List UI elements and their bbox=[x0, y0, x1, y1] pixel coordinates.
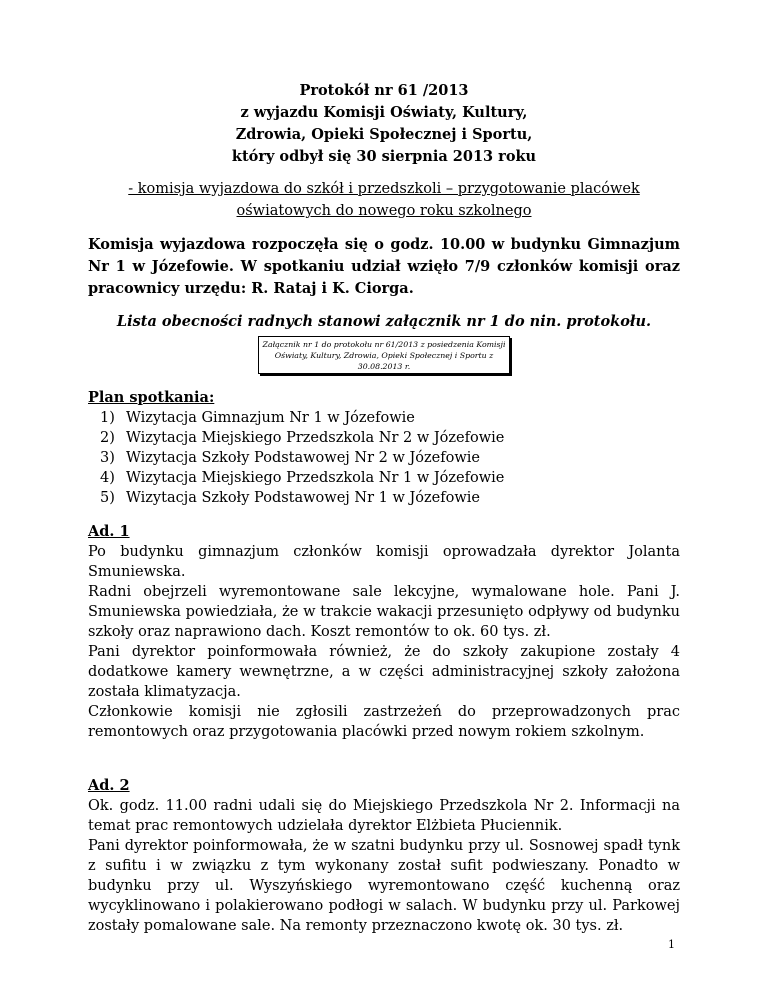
attachment-box: Załącznik nr 1 do protokołu nr 61/2013 z posiedzenia Komisji Oświaty, Kultury, Zdrowia, Opieki Społecznej i Sportu z 30.08.2013 r. bbox=[258, 336, 510, 374]
title-line: Zdrowia, Opieki Społecznej i Sportu, bbox=[235, 126, 533, 143]
document-title bbox=[0, 80, 768, 168]
section-paragraph: Radni obejrzeli wyremontowane sale lekcyjne, wymalowane hole. Pani J. Smuniewska powiedziała, że w trakcie wakacji przesunięto odpływy od budynku szkoły oraz naprawiono dach. Koszt remontów to ok. 60 tys. zł. bbox=[88, 584, 680, 640]
plan-item-text: Wizytacja Szkoły Podstawowej Nr 1 w Józefowie bbox=[126, 490, 480, 506]
plan-list bbox=[88, 408, 680, 508]
plan-item-number: 1) bbox=[100, 410, 115, 426]
page-number: 1 bbox=[668, 938, 675, 951]
plan-item bbox=[88, 448, 680, 468]
plan-item-number: 2) bbox=[100, 430, 115, 446]
plan-item-number: 5) bbox=[100, 490, 115, 506]
section-body-ad1 bbox=[88, 542, 680, 742]
plan-heading: Plan spotkania: bbox=[88, 389, 215, 406]
plan-item-number: 3) bbox=[100, 450, 115, 466]
section-paragraph: Ok. godz. 11.00 radni udali się do Miejskiego Przedszkola Nr 2. Informacji na temat prac remontowych udzielała dyrektor Elżbieta Płuciennik. bbox=[88, 798, 680, 834]
plan-item-text: Wizytacja Gimnazjum Nr 1 w Józefowie bbox=[126, 410, 415, 426]
section-heading-ad2: Ad. 2 bbox=[88, 777, 130, 794]
section-paragraph: Pani dyrektor poinformowała, że w szatni budynku przy ul. Sosnowej spadł tynk z sufitu i w związku z tym wykonany został sufit podwieszany. Ponadto w budynku przy ul. Wyszyńskiego wyremontowano część kuchenną oraz wycyklinowano i polakierowano podłogi w salach. W budynku przy ul. Parkowej zostały pomalowane sale. Na remonty przeznaczono kwotę ok. 30 tys. zł. bbox=[88, 838, 680, 934]
title-line: Protokół nr 61 /2013 bbox=[299, 82, 469, 99]
plan-item-text: Wizytacja Miejskiego Przedszkola Nr 2 w Józefowie bbox=[126, 430, 505, 446]
title-line: z wyjazdu Komisji Oświaty, Kultury, bbox=[240, 104, 528, 121]
title-line: który odbył się 30 sierpnia 2013 roku bbox=[231, 148, 537, 165]
plan-item bbox=[88, 428, 680, 448]
intro-paragraph: Komisja wyjazdowa rozpoczęła się o godz. 10.00 w budynku Gimnazjum Nr 1 w Józefowie. W spotkaniu udział wzięło 7/9 członków komisji oraz pracownicy urzędu: R. Rataj i K. Ciorga. bbox=[88, 236, 680, 297]
document-subtitle: - komisja wyjazdowa do szkół i przedszkoli – przygotowanie placówek oświatowych do nowego roku szkolnego bbox=[128, 181, 640, 219]
attendance-note: Lista obecności radnych stanowi załącznik nr 1 do nin. protokołu. bbox=[116, 313, 652, 330]
section-paragraph: Pani dyrektor poinformowała również, że do szkoły zakupione zostały 4 dodatkowe kamery wewnętrzne, a w części administracyjnej szkoły założona została klimatyzacja. bbox=[88, 644, 680, 700]
plan-item bbox=[88, 408, 680, 428]
section-paragraph: Po budynku gimnazjum członków komisji oprowadzała dyrektor Jolanta Smuniewska. bbox=[88, 544, 680, 580]
plan-item-text: Wizytacja Miejskiego Przedszkola Nr 1 w Józefowie bbox=[126, 470, 505, 486]
plan-item bbox=[88, 468, 680, 488]
section-paragraph: Członkowie komisji nie zgłosili zastrzeżeń do przeprowadzonych prac remontowych oraz przygotowania placówki przed nowym rokiem szkolnym. bbox=[88, 704, 680, 740]
plan-item-text: Wizytacja Szkoły Podstawowej Nr 2 w Józefowie bbox=[126, 450, 480, 466]
plan-item-number: 4) bbox=[100, 470, 115, 486]
section-heading-ad1: Ad. 1 bbox=[88, 523, 130, 540]
section-body-ad2 bbox=[88, 796, 680, 936]
plan-item bbox=[88, 488, 680, 508]
